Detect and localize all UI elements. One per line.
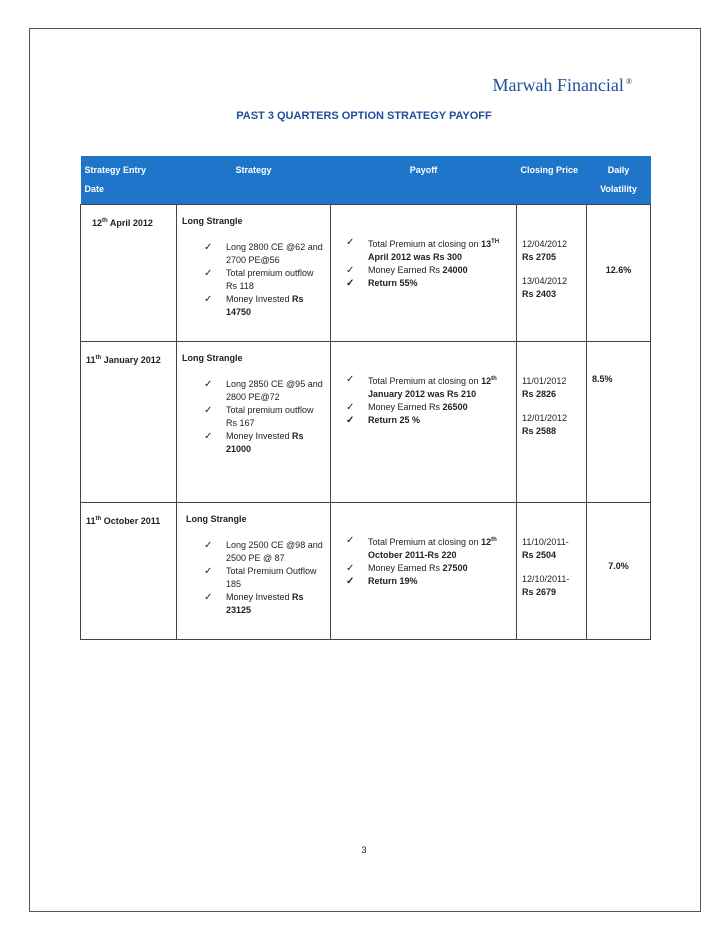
- list-item: ✓ Money Earned Rs 26500: [346, 401, 511, 414]
- list-item: ✓ Money Invested Rs 21000: [204, 430, 325, 456]
- payoff-cell: [331, 342, 517, 503]
- col-strategy: Strategy: [177, 156, 331, 205]
- payoff-list: [336, 534, 511, 588]
- col-closing-price: Closing Price: [517, 156, 587, 205]
- list-item: ✓ Total Premium at closing on 12th January 2012 was Rs 210: [346, 373, 511, 401]
- strategy-name: Long Strangle: [182, 216, 243, 226]
- list-item: ✓ Total Premium at closing on 13TH April 2012 was Rs 300: [346, 236, 511, 264]
- list-item: ✓ Total Premium at closing on 12th October 2011-Rs 220: [346, 534, 511, 562]
- registered-mark: ®: [625, 77, 632, 86]
- list-item: ✓ Money Earned Rs 24000: [346, 264, 511, 277]
- list-item: ✓ Return 55%: [346, 277, 511, 290]
- closing-price-cell: 11/01/2012 Rs 2826 12/01/2012 Rs 2588: [517, 342, 587, 503]
- strategy-list: [182, 378, 325, 456]
- col-payoff: Payoff: [331, 156, 517, 205]
- strategy-list: [182, 241, 325, 319]
- list-item: ✓ Long 2800 CE @62 and 2700 PE@56: [204, 241, 325, 267]
- col-entry-date: Strategy Entry Date: [81, 156, 177, 205]
- brand-name: Marwah Financial: [492, 75, 624, 95]
- volatility-cell: 12.6%: [587, 205, 651, 342]
- volatility-cell: 8.5%: [587, 342, 651, 503]
- payoff-list: [336, 236, 511, 290]
- list-item: ✓ Money Invested Rs 23125: [204, 591, 325, 617]
- payoff-list: [336, 373, 511, 427]
- entry-date-cell: 11th October 2011: [81, 503, 177, 640]
- table-row: [81, 342, 651, 503]
- closing-price-cell: 12/04/2012 Rs 2705 13/04/2012 Rs 2403: [517, 205, 587, 342]
- list-item: ✓ Total Premium Outflow 185: [204, 565, 325, 591]
- list-item: ✓ Long 2500 CE @98 and 2500 PE @ 87: [204, 539, 325, 565]
- page-title: PAST 3 QUARTERS OPTION STRATEGY PAYOFF: [236, 110, 492, 122]
- strategy-name: Long Strangle: [186, 514, 247, 524]
- list-item: ✓ Return 19%: [346, 575, 511, 588]
- list-item: ✓ Money Earned Rs 27500: [346, 562, 511, 575]
- list-item: ✓ Total premium outflow Rs 118: [204, 267, 325, 293]
- strategy-cell: [177, 503, 331, 640]
- table-header-row: [81, 156, 651, 205]
- strategy-cell: [177, 205, 331, 342]
- strategy-cell: [177, 342, 331, 503]
- payoff-cell: [331, 205, 517, 342]
- page-number: 3: [361, 845, 367, 855]
- table-row: [81, 205, 651, 342]
- list-item: ✓ Return 25 %: [346, 414, 511, 427]
- closing-price-cell: 11/10/2011- Rs 2504 12/10/2011- Rs 2679: [517, 503, 587, 640]
- strategy-name: Long Strangle: [182, 353, 243, 363]
- strategy-list: [182, 539, 325, 617]
- brand-logo: [492, 75, 632, 96]
- payoff-cell: [331, 503, 517, 640]
- table-row: [81, 503, 651, 640]
- col-daily-volatility: Daily Volatility: [587, 156, 651, 205]
- volatility-cell: 7.0%: [587, 503, 651, 640]
- strategy-payoff-table: [80, 156, 651, 640]
- list-item: ✓ Long 2850 CE @95 and 2800 PE@72: [204, 378, 325, 404]
- entry-date-cell: 11th January 2012: [81, 342, 177, 503]
- list-item: ✓ Money Invested Rs 14750: [204, 293, 325, 319]
- entry-date-cell: 12th April 2012: [81, 205, 177, 342]
- list-item: ✓ Total premium outflow Rs 167: [204, 404, 325, 430]
